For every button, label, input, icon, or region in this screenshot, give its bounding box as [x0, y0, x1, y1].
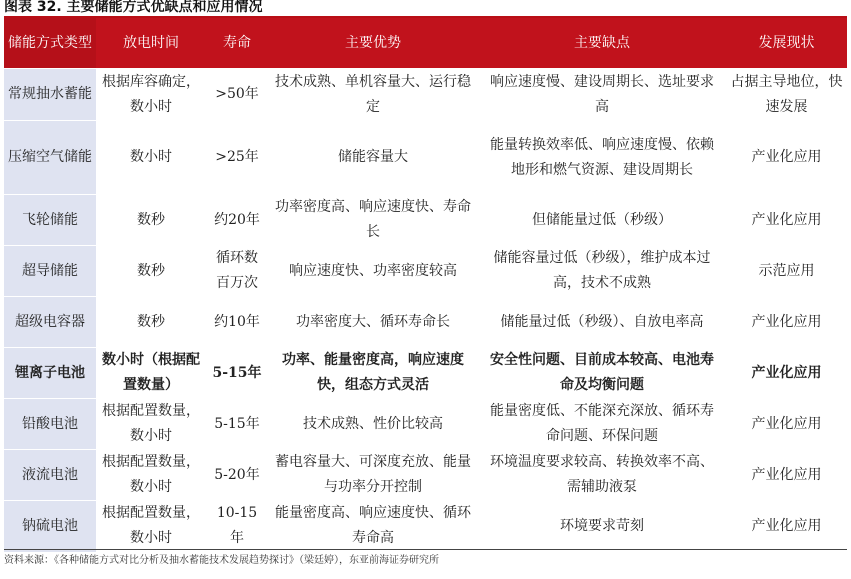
- header-life: 寿命: [206, 18, 268, 69]
- row-disadvantages: 环境温度要求较高、转换效率不高、需辅助液泵: [478, 450, 726, 501]
- row-discharge: 根据库容确定，数小时: [96, 69, 206, 121]
- header-discharge: 放电时间: [96, 18, 206, 69]
- table-row: [4, 399, 847, 450]
- table-row: [4, 195, 847, 246]
- row-type: 钠硫电池: [4, 501, 96, 552]
- row-advantages: 响应速度快、功率密度较高: [268, 246, 478, 297]
- row-status: 产业化应用: [726, 450, 847, 501]
- header-advantages: 主要优势: [268, 18, 478, 69]
- row-discharge: 数秒: [96, 246, 206, 297]
- row-status: 产业化应用: [726, 121, 847, 195]
- row-type: 常规抽水蓄能: [4, 69, 96, 121]
- row-disadvantages: 储能容量过低（秒级），维护成本过高，技术不成熟: [478, 246, 726, 297]
- table-row: [4, 501, 847, 552]
- row-disadvantages: 安全性问题、目前成本较高、电池寿命及均衡问题: [478, 348, 726, 399]
- header-row: [4, 18, 847, 69]
- row-advantages: 功率、能量密度高，响应速度快，组态方式灵活: [268, 348, 478, 399]
- row-life: 循环数百万次: [206, 246, 268, 297]
- row-life: 10-15年: [206, 501, 268, 552]
- row-life: >25年: [206, 121, 268, 195]
- row-life: 约20年: [206, 195, 268, 246]
- row-status: 产业化应用: [726, 399, 847, 450]
- row-advantages: 技术成熟、单机容量大、运行稳定: [268, 69, 478, 121]
- row-disadvantages: 但储能量过低（秒级）: [478, 195, 726, 246]
- row-status: 产业化应用: [726, 348, 847, 399]
- figure-title: 图表 32. 主要储能方式优缺点和应用情况: [4, 0, 263, 15]
- row-disadvantages: 储能量过低（秒级）、自放电率高: [478, 297, 726, 348]
- row-advantages: 能量密度高、响应速度快、循环寿命高: [268, 501, 478, 552]
- row-discharge: 根据配置数量，数小时: [96, 450, 206, 501]
- row-advantages: 功率密度高、响应速度快、寿命长: [268, 195, 478, 246]
- header-disadvantages: 主要缺点: [478, 18, 726, 69]
- row-type: 超级电容器: [4, 297, 96, 348]
- row-discharge: 根据配置数量，数小时: [96, 501, 206, 552]
- row-discharge: 数小时（根据配置数量）: [96, 348, 206, 399]
- row-advantages: 储能容量大: [268, 121, 478, 195]
- row-life: >50年: [206, 69, 268, 121]
- row-advantages: 功率密度大、循环寿命长: [268, 297, 478, 348]
- row-life: 5-15年: [206, 399, 268, 450]
- row-type: 超导储能: [4, 246, 96, 297]
- source-note: 资料来源：《各种储能方式对比分析及抽水蓄能技术发展趋势探讨》（梁廷婷），东亚前海证券研究所: [4, 549, 847, 571]
- row-life: 约10年: [206, 297, 268, 348]
- row-status: 占据主导地位，快速发展: [726, 69, 847, 121]
- row-disadvantages: 能量转换效率低、响应速度慢、依赖地形和燃气资源、建设周期长: [478, 121, 726, 195]
- row-advantages: 蓄电容量大、可深度充放、能量与功率分开控制: [268, 450, 478, 501]
- table-row: [4, 297, 847, 348]
- row-disadvantages: 环境要求苛刻: [478, 501, 726, 552]
- header-type: 储能方式类型: [4, 18, 96, 69]
- row-type: 压缩空气储能: [4, 121, 96, 195]
- row-discharge: 根据配置数量，数小时: [96, 399, 206, 450]
- row-discharge: 数秒: [96, 297, 206, 348]
- table-row: [4, 450, 847, 501]
- row-status: 产业化应用: [726, 501, 847, 552]
- row-status: 产业化应用: [726, 195, 847, 246]
- row-type: 铅酸电池: [4, 399, 96, 450]
- header-status: 发展现状: [726, 18, 847, 69]
- row-disadvantages: 响应速度慢、建设周期长、选址要求高: [478, 69, 726, 121]
- table-row: [4, 246, 847, 297]
- table-row: [4, 69, 847, 121]
- row-type: 飞轮储能: [4, 195, 96, 246]
- storage-comparison-table: [4, 18, 847, 552]
- row-life: 5-20年: [206, 450, 268, 501]
- row-disadvantages: 能量密度低、不能深充深放、循环寿命问题、环保问题: [478, 399, 726, 450]
- row-advantages: 技术成熟、性价比较高: [268, 399, 478, 450]
- row-status: 产业化应用: [726, 297, 847, 348]
- table-row: [4, 348, 847, 399]
- row-type: 液流电池: [4, 450, 96, 501]
- row-discharge: 数小时: [96, 121, 206, 195]
- row-life: 5-15年: [206, 348, 268, 399]
- row-discharge: 数秒: [96, 195, 206, 246]
- row-type: 锂离子电池: [4, 348, 96, 399]
- row-status: 示范应用: [726, 246, 847, 297]
- table-row: [4, 121, 847, 195]
